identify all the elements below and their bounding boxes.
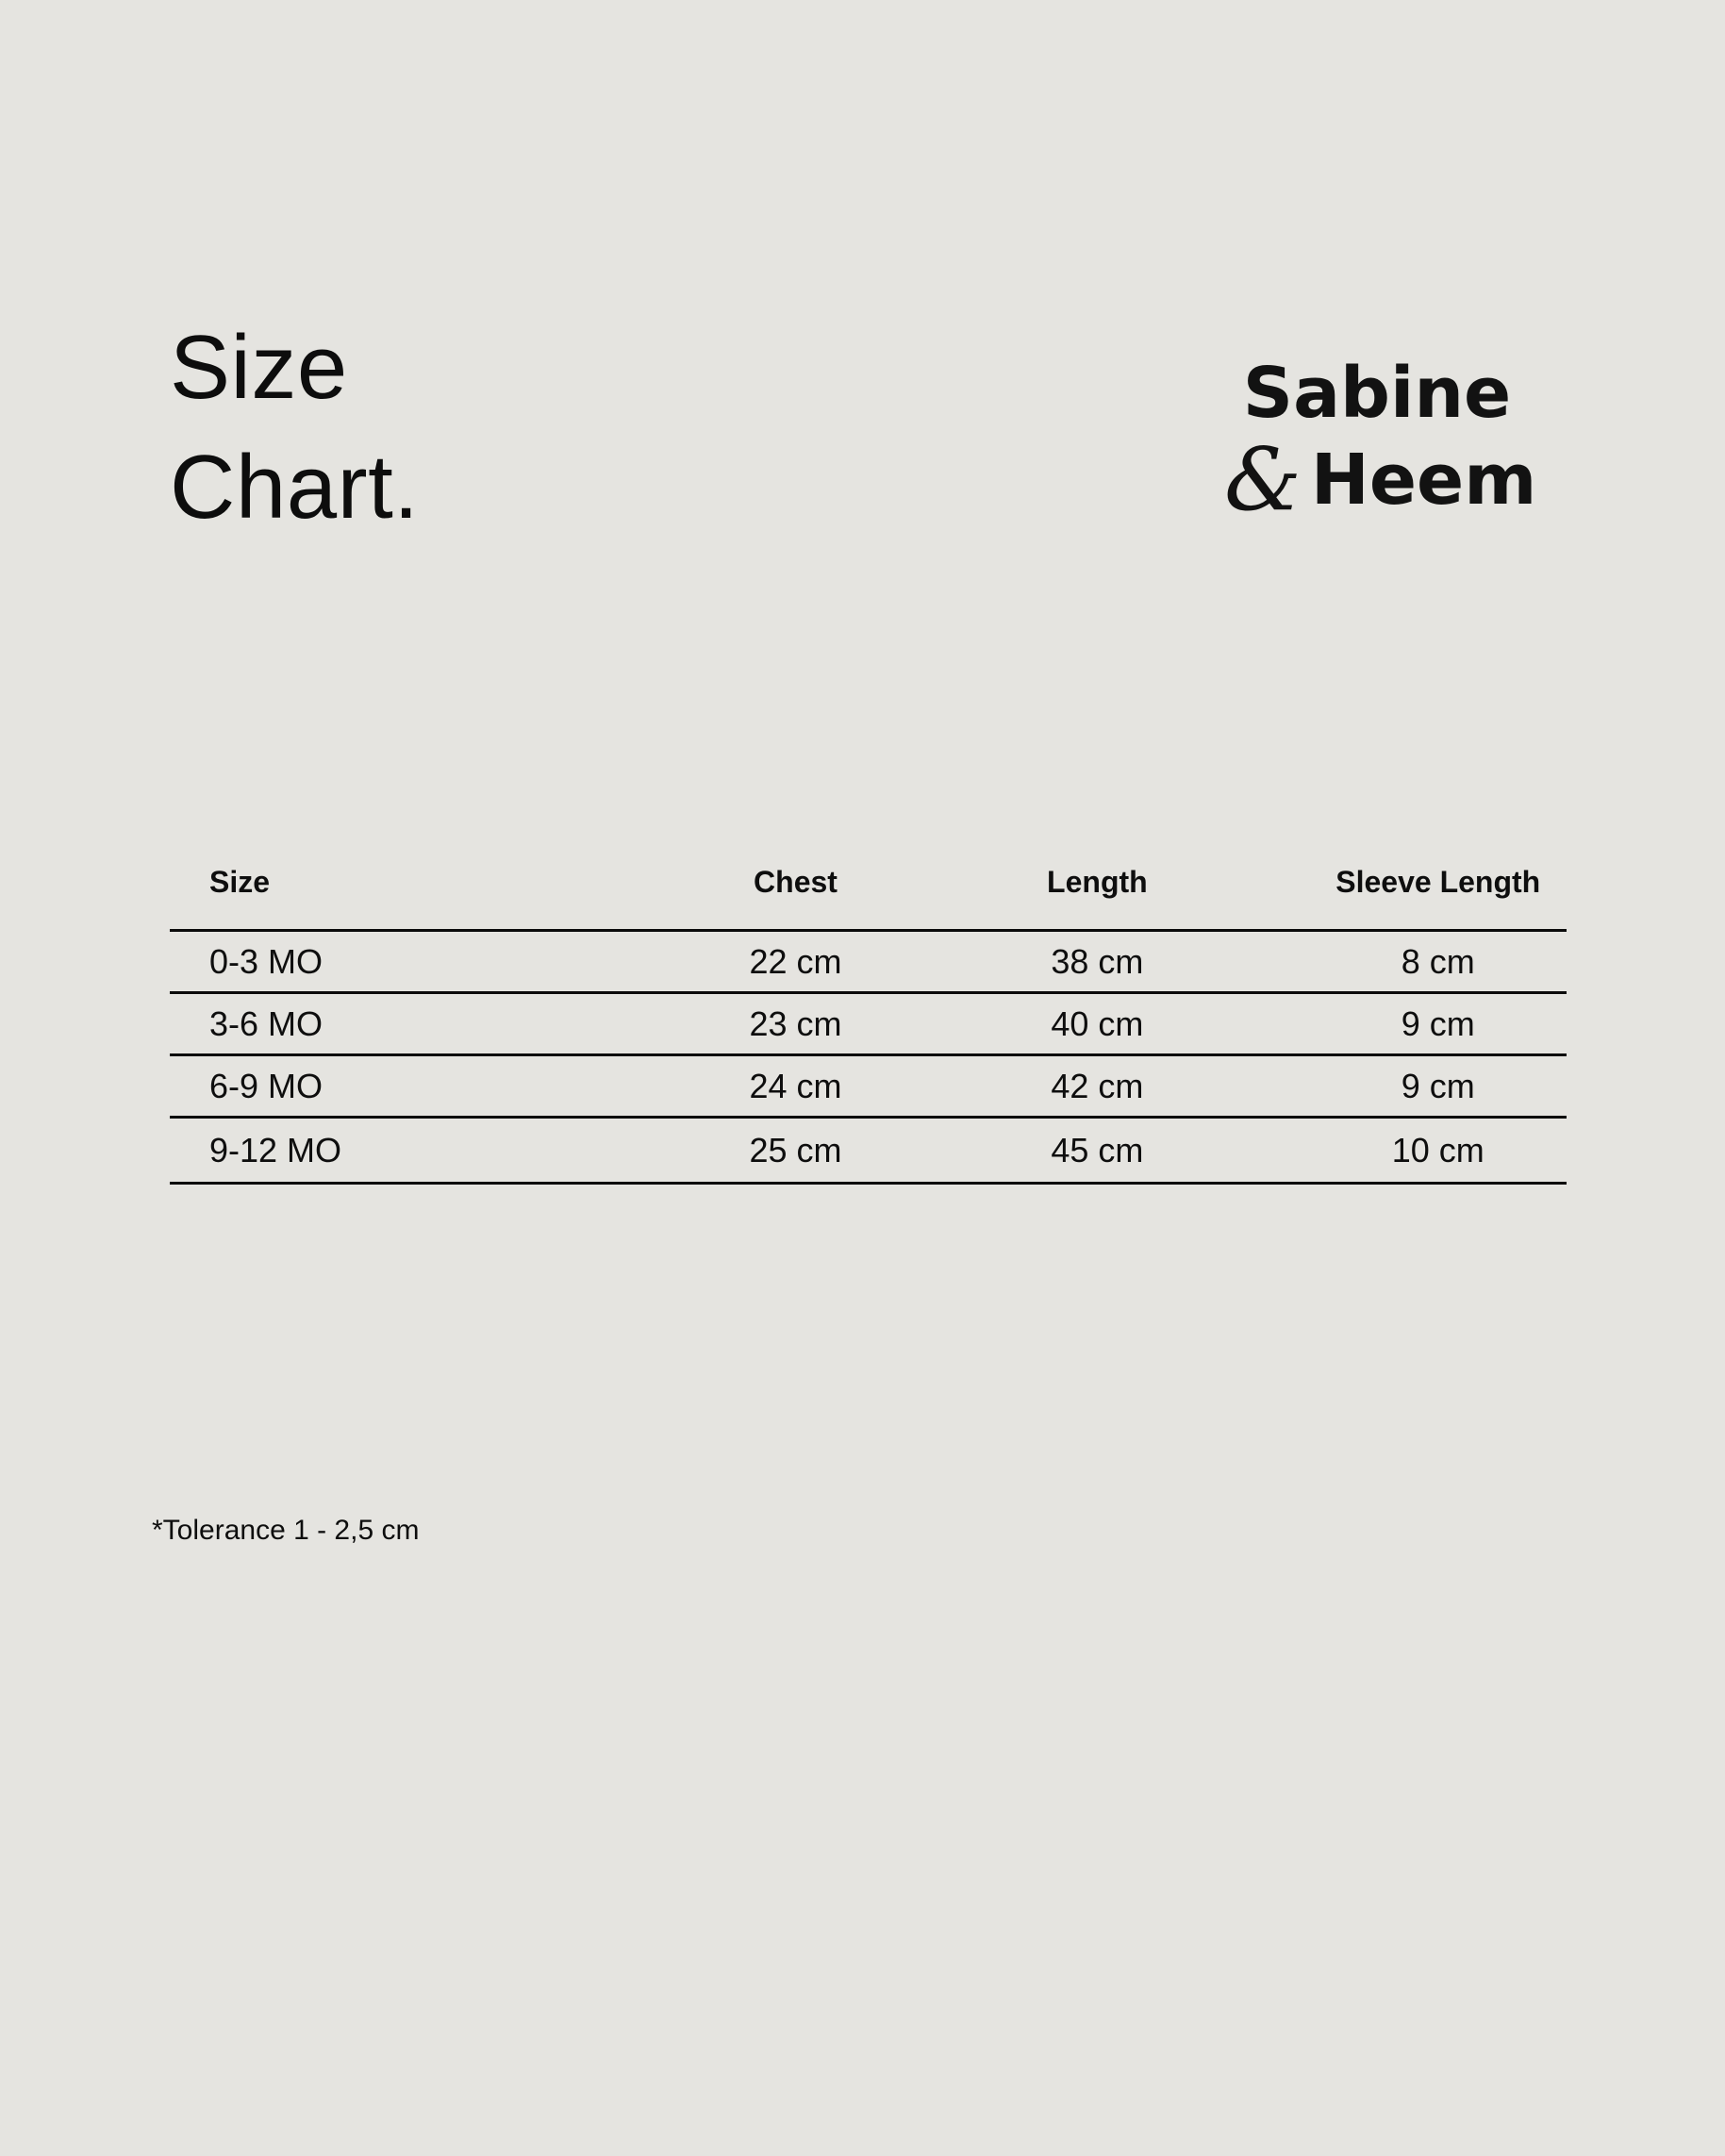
size-cell: 3-6 MO (209, 1003, 323, 1043)
table-row (170, 994, 1567, 1056)
length-cell: 42 cm (1051, 1066, 1144, 1105)
table-row (170, 932, 1567, 994)
chest-cell: 22 cm (749, 941, 842, 981)
length-cell: 45 cm (1051, 1130, 1144, 1169)
column-header-length: Length (1047, 865, 1148, 899)
chest-cell: 23 cm (749, 1003, 842, 1043)
page-title-line2: Chart. (170, 437, 420, 538)
script-ampersand: & (1224, 429, 1302, 530)
column-header-size: Size (209, 865, 271, 899)
table-row (170, 1056, 1567, 1119)
brand-name-first: Sabine (1242, 353, 1512, 434)
page-title-line1: Size (170, 317, 348, 418)
length-cell: 38 cm (1051, 941, 1144, 981)
sleeve-length-cell: 10 cm (1391, 1130, 1484, 1169)
size-table (170, 856, 1567, 1185)
length-cell: 40 cm (1051, 1003, 1144, 1043)
brand-logo (1224, 350, 1537, 530)
brand-name-second-line (1224, 429, 1537, 530)
size-table-header-row (170, 856, 1567, 932)
page-title (170, 307, 419, 547)
chest-cell: 24 cm (749, 1066, 842, 1105)
brand-name-second: Heem (1310, 439, 1537, 521)
sleeve-length-cell: 9 cm (1401, 1066, 1475, 1105)
size-cell: 9-12 MO (209, 1130, 342, 1169)
column-header-sleeve-length: Sleeve Length (1335, 865, 1541, 899)
chest-cell: 25 cm (749, 1130, 842, 1169)
tolerance-note: *Tolerance 1 - 2,5 cm (152, 1515, 420, 1546)
column-header-chest: Chest (754, 865, 838, 899)
table-row (170, 1119, 1567, 1185)
size-cell: 0-3 MO (209, 941, 323, 981)
size-cell: 6-9 MO (209, 1066, 323, 1105)
sleeve-length-cell: 8 cm (1401, 941, 1475, 981)
sleeve-length-cell: 9 cm (1401, 1003, 1475, 1043)
